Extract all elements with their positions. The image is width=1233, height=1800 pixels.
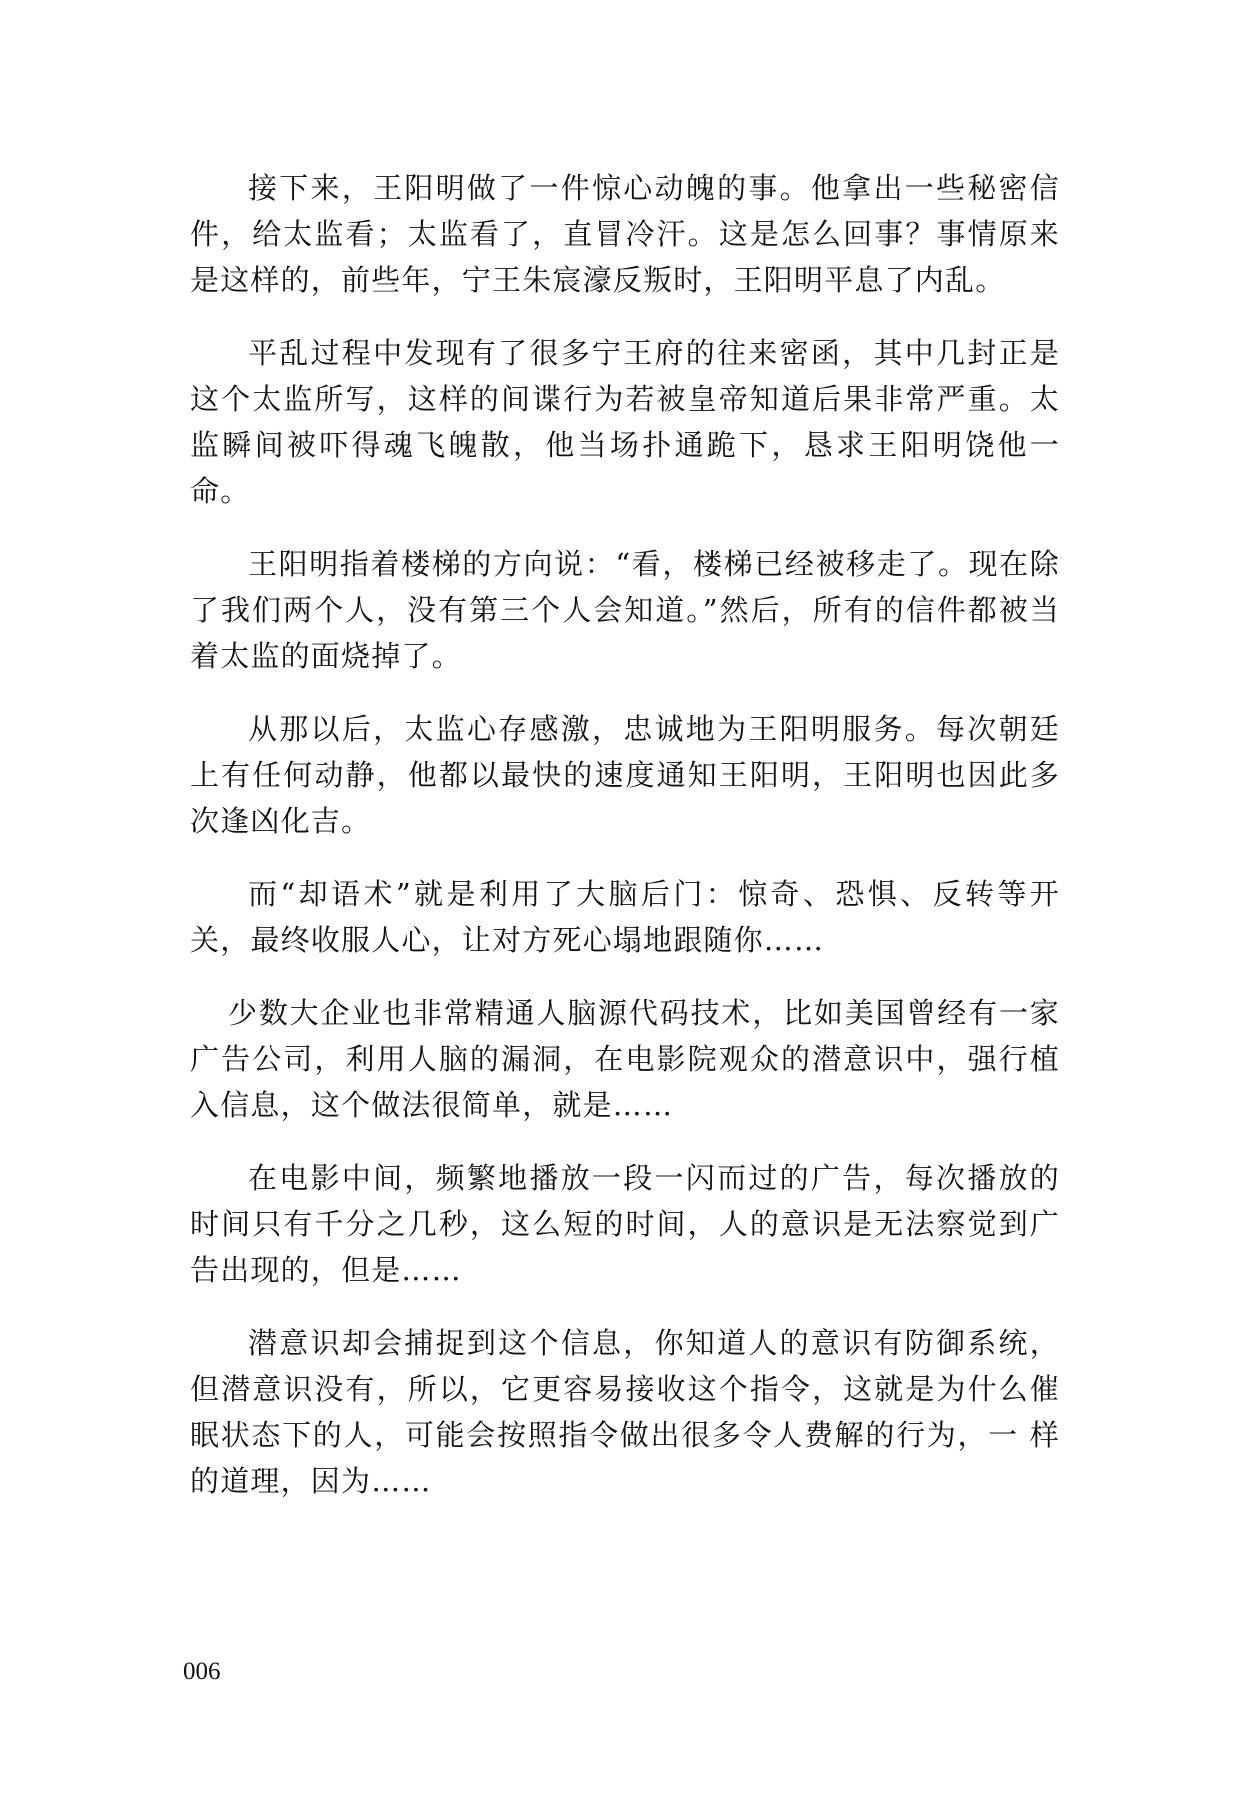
page-number: 006 — [183, 1658, 221, 1685]
paragraph-1: 接下来，王阳明做了一件惊心动魄的事。他拿出一些秘密信件，给太监看；太监看了，直冒冷汗。这是怎么回事？事情原来是这样的，前些年，宁王朱宸濠反叛时，王阳明平息了内乱。 — [190, 171, 1060, 297]
paragraph-2: 平乱过程中发现有了很多宁王府的往来密函，其中几封正是这个太监所写，这样的间谍行为若被皇帝知道后果非常严重。太监瞬间被吓得魂飞魄散，他当场扑通跪下，恳求王阳明饶他一命。 — [190, 336, 1060, 508]
paragraph-6: 少数大企业也非常精通人脑源代码技术，比如美国曾经有一家广告公司，利用人脑的漏洞，在电影院观众的潜意识中，强行植入信息，这个做法很简单，就是…… — [190, 996, 1060, 1122]
paragraph-8: 潜意识却会捕捉到这个信息，你知道人的意识有防御系统，但潜意识没有，所以，它更容易接收这个指令，这就是为什么催眠状态下的人，可能会按照指令做出很多令人费解的行为，一 样的道理，因为…… — [190, 1326, 1060, 1498]
body-text — [190, 165, 1060, 1531]
paragraph-3: 王阳明指着楼梯的方向说：“看，楼梯已经被移走了。现在除了我们两个人，没有第三个人会知道。”然后，所有的信件都被当着太监的面烧掉了。 — [190, 547, 1060, 673]
paragraph-5: 而“却语术”就是利用了大脑后门：惊奇、恐惧、反转等开关，最终收服人心，让对方死心塌地跟随你…… — [190, 877, 1060, 957]
paragraph-4: 从那以后，太监心存感激，忠诚地为王阳明服务。每次朝廷上有任何动静，他都以最快的速度通知王阳明，王阳明也因此多次逢凶化吉。 — [190, 712, 1060, 838]
paragraph-7: 在电影中间，频繁地播放一段一闪而过的广告，每次播放的时间只有千分之几秒，这么短的时间，人的意识是无法察觉到广告出现的，但是…… — [190, 1161, 1060, 1287]
